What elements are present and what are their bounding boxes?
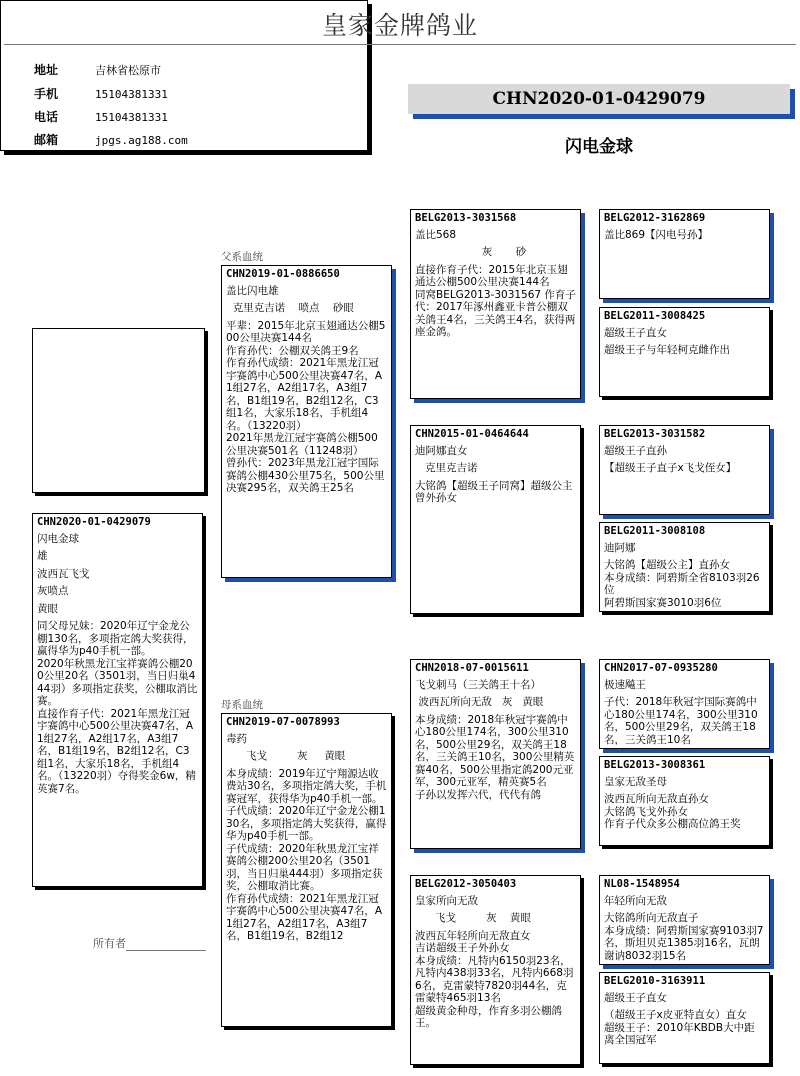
subject-line: 闪电金球: [37, 532, 79, 545]
dds-line: 大铭鸽所向无敌直子: [604, 912, 699, 924]
owner-signature-label: 所有者: [93, 937, 126, 950]
sire-card: [221, 265, 392, 578]
sss-ring: BELG2012-3162869: [604, 212, 706, 224]
subject-line: 黄眼: [37, 602, 58, 615]
subject-line: 直接作育子代：2021年黑龙江冠宇赛鸽中心500公里决赛47名，A1组27名，A2组17名，A3组7名，B1组19名，B2组12名，C3组1名，大家乐18名，手机组4名。（13220羽）夺得奖金6w，精英赛7名。: [37, 707, 196, 795]
sire-line: 2021年黑龙江冠宇赛鸽公棚500公里决赛501名（11248羽）: [226, 432, 378, 457]
dam-line: 子代成绩：2020年秋黑龙江宝祥赛鸽公棚200公里20名（3501羽，当日归巢444羽）多项指定获奖，公棚取消比赛。: [226, 842, 383, 892]
ring-number: CHN2020-01-0429079: [492, 89, 706, 109]
sire-dam-line: 迪阿娜直女: [415, 444, 468, 457]
dam-dam-line: 吉诺超级王子外孙女: [415, 942, 510, 954]
subject-line: 2020年秋黑龙江宝祥赛鸽公棚200公里20名（3501羽，当日归巢444羽）多项指定获奖，公棚取消比赛。: [37, 657, 198, 707]
dam-dam-line: 波西瓦年轻所向无敌直女: [415, 929, 531, 942]
dam-sire-line: 波西瓦所向无敌 灰 黄眼: [415, 696, 544, 708]
sire-sire-card: [410, 209, 581, 399]
pigeon-name: 闪电金球: [565, 137, 633, 157]
sire-line-label: 父系血统: [221, 251, 263, 263]
sire-sire-line: 灰 砂: [415, 246, 527, 258]
mobile-value: 15104381331: [95, 88, 168, 101]
dam-sire-card: [410, 659, 581, 849]
dam-sire-line: 本身成绩：2018年秋冠宇赛鸽中心180公里174名，300公里310名，500公里29名，双关鸽王18名，三关鸽王10名，300公里精英赛40名，500公里指定鸽200元亚军，300元亚军，精英赛5名: [415, 713, 575, 788]
ddd-ring: BELG2010-3163911: [604, 975, 706, 987]
phone-value: 15104381331: [95, 111, 168, 124]
phone-label: 电话: [34, 110, 59, 124]
sss-line: 盖比869【闪电号孙】: [604, 228, 709, 241]
sire-line: 平辈：2015年北京玉翅通达公棚500公里决赛144名: [226, 319, 386, 344]
dss-ring: CHN2017-07-0935280: [604, 662, 718, 674]
sire-sire-sire-card: [599, 209, 770, 299]
dam-dam-dam-card: [599, 972, 770, 1064]
dam-dam-sire-card: [599, 875, 770, 965]
kennel-name: 皇家金牌鸽业: [321, 11, 478, 40]
dam-sire-sire-card: [599, 659, 770, 749]
dss-line: 子代：2018年秋冠宇国际赛鸽中心180公里174名，300公里310名，500公里29名，双关鸽王18名，三关鸽王10名: [604, 696, 758, 746]
sire-ring: CHN2019-01-0886650: [226, 268, 340, 280]
dam-line: 毒药: [226, 732, 247, 745]
sire-sire-dam-card: [599, 307, 770, 397]
sire-sire-line: 直接作育子代：2015年北京玉翅通达公棚500公里决赛144名: [415, 263, 568, 288]
ssd-line: 超级王子与年轻柯克雌作出: [604, 344, 730, 356]
sds-line: 【超级王子直子x飞戈侄女】: [604, 462, 737, 474]
dam-card: [221, 713, 392, 1027]
dss-line: 极速飚王: [604, 678, 646, 691]
dsd-line: 皇家无敌圣母: [604, 775, 667, 788]
mobile-row: [34, 85, 168, 102]
dsd-line: 作育子代众多公棚高位鸽王奖: [604, 818, 741, 830]
owner-signature: [93, 935, 206, 951]
ddd-line: （超级王子x皮亚特直女）直女: [604, 1009, 747, 1021]
sire-line: 克里克吉诺 喷点 砂眼: [226, 302, 354, 314]
owner-info-box: [0, 0, 478, 151]
dam-line: 子代成绩：2020年辽宁金龙公棚130名，多项指定鸽大奖获得，赢得华为p40手机一部。: [226, 805, 387, 842]
sds-ring: BELG2013-3031582: [604, 428, 706, 440]
dam-line: 作育孙代成绩：2021年黑龙江冠宇赛鸽中心500公里决赛47名，A1组27名，A2组17名，A3组7名，B1组19名，B2组12: [226, 892, 383, 942]
address-value: 吉林省松原市: [95, 64, 161, 77]
pigeon-photo-frame: [32, 328, 205, 493]
dam-dam-line: 飞戈 灰 黄眼: [415, 912, 531, 924]
ddd-line: 超级王子：2010年KBDB大中距离全国冠军: [604, 1021, 755, 1046]
dam-dam-line: 皇家所向无敌: [415, 894, 478, 907]
ssd-ring: BELG2011-3008425: [604, 310, 706, 322]
email-value: jpgs.ag188.com: [95, 134, 188, 147]
dam-dam-card: [410, 875, 581, 1065]
sire-dam-sire-card: [599, 425, 770, 515]
ssd-line: 超级王子直女: [604, 326, 667, 339]
sire-sire-line: 盖比568: [415, 228, 457, 241]
dam-dam-ring: BELG2012-3050403: [415, 878, 517, 890]
sire-line: 作育孙代成绩：2021年黑龙江冠宇赛鸽中心500公里决赛47名，A1组27名，A2组17名，A3组7名，B1组19名，B2组12名，C3组1名，大家乐18名，手机组4名。（13220羽）: [226, 357, 383, 432]
sire-line: 盖比闪电雄: [226, 284, 279, 297]
dam-sire-dam-card: [599, 756, 770, 846]
dsd-line: 波西瓦所向无敌直孙女: [604, 793, 709, 805]
dsd-ring: BELG2013-3008361: [604, 759, 706, 771]
subject-line: 波西瓦飞戈: [37, 567, 90, 580]
subject-line: 同父母兄妹：2020年辽宁金龙公棚130名，多项指定鸽大奖获得，赢得华为p40手机一部。: [37, 620, 194, 657]
address-label: 地址: [34, 63, 59, 77]
email-row: [34, 131, 188, 148]
dam-sire-line: 子孙以发挥六代，代代有鸽: [415, 788, 541, 801]
address-row: [34, 61, 161, 78]
sire-dam-dam-card: [599, 522, 770, 612]
sire-sire-ring: BELG2013-3031568: [415, 212, 517, 224]
dds-line: 本身成绩：阿碧斯国家赛9103羽7名，斯坦贝克1385羽16名，瓦朗谢讷8032羽15名: [604, 924, 764, 962]
sire-line: 作育孙代：公棚双关鸽王9名: [226, 344, 359, 357]
sdd-line: 迪阿娜: [604, 541, 636, 554]
mobile-label: 手机: [34, 87, 59, 101]
sire-dam-card: [410, 425, 581, 614]
subject-line: 灰喷点: [37, 585, 69, 597]
dam-dam-line: 超级黄金种母，作育多羽公棚鸽王。: [415, 1004, 562, 1029]
phone-row: [34, 108, 168, 125]
sds-line: 超级王子直孙: [604, 444, 667, 457]
dds-ring: NL08-1548954: [604, 878, 680, 890]
dam-line: 本身成绩：2019年辽宁翔源达收费站30名，多项指定鸽大奖，手机赛冠军，获得华为p40手机一部。: [226, 767, 387, 805]
divider: [4, 44, 796, 45]
ring-number-bar: [408, 84, 790, 114]
sdd-line: 本身成绩：阿碧斯全省8103羽26位: [604, 571, 760, 596]
dam-dam-line: 本身成绩：凡特内6150羽23名，凡特内438羽33名，凡特内668羽6名，克雷蒙特7820羽44名，克雷蒙特465羽13名: [415, 954, 574, 1004]
sire-line: 曾孙代：2023年黑龙江冠宇国际赛鸽公棚430公里75名，500公里决赛295名，双关鸽王25名: [226, 457, 385, 494]
sdd-line: 大铭鸽【超级公主】直孙女: [604, 559, 730, 571]
subject-pigeon-card: [32, 513, 203, 887]
dsd-line: 大铭鸽飞戈外孙女: [604, 805, 688, 818]
sire-sire-line: 同窝BELG2013-3031567 作育子代：2017年涿州鑫亚卡普公棚双关鸽王4名，三关鸽王4名，获得两座金鸽。: [415, 288, 576, 338]
dam-ring: CHN2019-07-0078993: [226, 716, 340, 728]
dam-line-label: 母系血统: [221, 699, 263, 711]
sire-dam-line: 大铭鸽【超级王子同窝】超级公主曾外孙女: [415, 479, 573, 504]
email-label: 邮箱: [34, 133, 59, 147]
ddd-line: 超级王子直女: [604, 991, 667, 1004]
subject-line: 雄: [37, 550, 48, 562]
dam-sire-ring: CHN2018-07-0015611: [415, 662, 529, 674]
dam-line: 飞戈 灰 黄眼: [226, 750, 346, 762]
dam-sire-line: 飞戈刺马（三关鸽王十名）: [415, 678, 541, 691]
sdd-ring: BELG2011-3008108: [604, 525, 706, 537]
dds-line: 年轻所向无敌: [604, 894, 667, 907]
sdd-line: 阿碧斯国家赛3010羽6位: [604, 596, 722, 609]
sire-dam-line: 克里克吉诺: [415, 462, 478, 474]
subject-ring: CHN2020-01-0429079: [37, 516, 151, 528]
sire-dam-ring: CHN2015-01-0464644: [415, 428, 529, 440]
signature-underline: [126, 939, 206, 951]
